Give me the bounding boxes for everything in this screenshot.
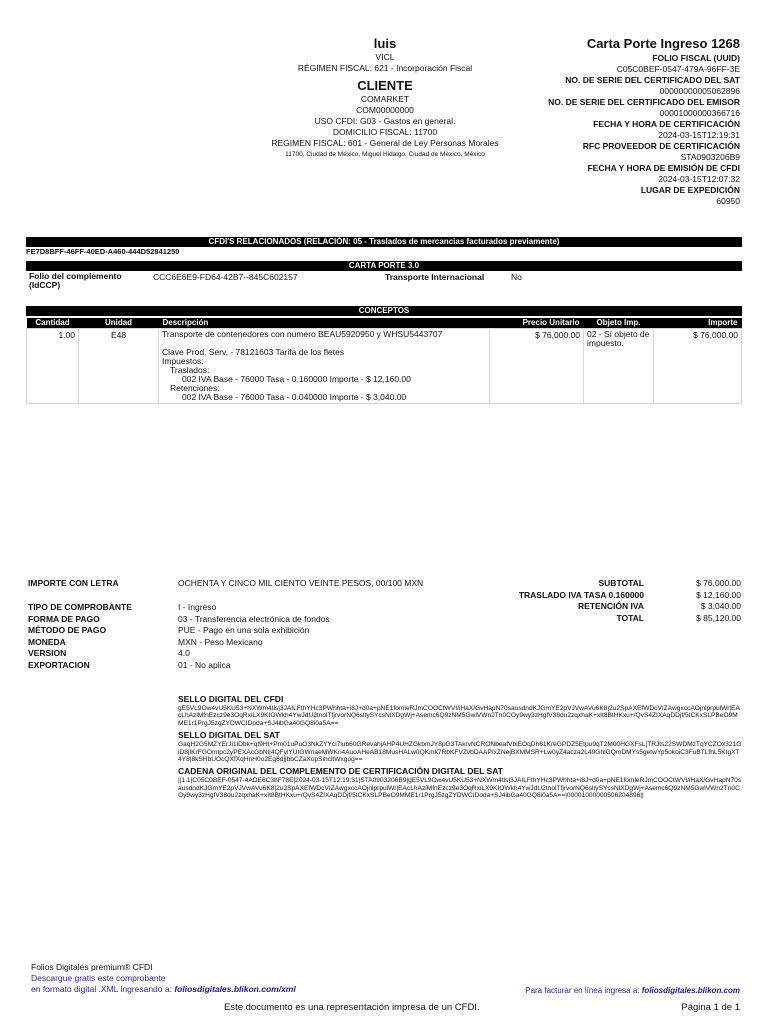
retencion-value: $ 3,040.00 (700, 601, 741, 611)
serie-emisor-value: 00001000000366716 (659, 108, 740, 118)
invoice-header (480, 36, 740, 207)
sello-sat-label: SELLO DIGITAL DEL SAT (178, 730, 280, 741)
cliente-domicilio: DOMICILIO FISCAL: 11700 (332, 127, 438, 137)
footer-left (31, 962, 296, 995)
traslado-line: 002 IVA Base - 76000 Tasa - 0.160000 Importe - $ 12,160.00 (182, 374, 411, 384)
conceptos-table (26, 318, 742, 404)
cliente-rfc: COM00000000 (356, 105, 414, 115)
footer-right-text: Para facturar en línea ingresa a: (525, 986, 640, 995)
carta-porte-section (26, 261, 742, 291)
exportacion-label: EXPORTACION (28, 659, 90, 670)
cliente-address: 11700, Ciudad de México, Miguel Hidalgo, Ciudad de México, México (285, 151, 485, 158)
forma-pago-label: FORMA DE PAGO (28, 613, 100, 624)
folio-label: FOLIO FISCAL (UUID) (652, 53, 740, 63)
facturar-link[interactable]: foliosdigitales.blikon.com (641, 986, 740, 995)
col-precio: Precio Unitario (490, 318, 584, 329)
fecha-emision-label: FECHA Y HORA DE EMISIÓN DE CFDI (587, 163, 740, 173)
cell-precio: $ 76,000.00 (490, 329, 584, 404)
fecha-cert-value: 2024-03-15T12:19:31 (658, 130, 740, 140)
rfc-prov-value: STA0903206B9 (680, 152, 740, 162)
cliente-name: COMARKET (360, 94, 410, 104)
tipo-comprobante-value: I - Ingreso (178, 602, 217, 612)
transporte-value: No (511, 272, 522, 282)
document-title: Carta Porte Ingreso 1268 (586, 36, 740, 51)
retencion-label: RETENCIÓN IVA (578, 601, 644, 611)
fecha-cert-label: FECHA Y HORA DE CERTIFICACIÓN (593, 119, 740, 129)
retencion-line: 002 IVA Base - 76000 Tasa - 0.040000 Importe - $ 3,040.00 (182, 392, 407, 402)
cliente-uso-cfdi: USO CFDI: G03 - Gastos en general. (314, 116, 456, 126)
totals-labels (440, 578, 644, 624)
col-unidad: Unidad (79, 318, 159, 329)
cliente-title: CLIENTE (357, 78, 413, 93)
detail-row (28, 614, 428, 626)
conceptos-header-row (27, 318, 742, 329)
cell-importe: $ 76,000.00 (654, 329, 742, 404)
cell-unidad: E48 (79, 329, 159, 404)
detail-row (28, 625, 428, 637)
col-importe: Importe (654, 318, 742, 329)
detail-row (28, 602, 428, 614)
carta-porte-folio-value: CCC6E6E9-FD64-42B7--845C602157 (153, 272, 298, 282)
total-label: TOTAL (616, 612, 644, 623)
relacionados-section (26, 237, 742, 257)
metodo-pago-value: PUE - Pago en una sola exhibición (178, 625, 310, 635)
retenciones-label: Retenciones: (170, 383, 220, 393)
subtotal-label: SUBTOTAL (598, 578, 644, 588)
conceptos-section (26, 306, 742, 404)
forma-pago-value: 03 - Transferencia electrónica de fondos (178, 613, 330, 624)
carta-porte-folio-label: Folio del complemento (IdCCP) (29, 271, 122, 290)
fecha-emision-value: 2024-03-15T12:07:32 (658, 174, 740, 184)
table-row (27, 329, 742, 404)
cell-objeto-imp: 02 - Sí objeto de impuesto. (584, 329, 654, 404)
exportacion-value: 01 - No aplica (178, 659, 231, 670)
importe-letra-label: IMPORTE CON LETRA (28, 578, 119, 588)
col-descripcion: Descripción (159, 318, 490, 329)
traslados-label: Traslados: (170, 365, 210, 375)
serie-sat-label: NO. DE SERIE DEL CERTIFICADO DEL SAT (565, 75, 740, 85)
total-value: $ 85,120.00 (696, 612, 741, 623)
clave-prod: Clave Prod. Serv. - 78121603 Tarifa de los fletes (162, 347, 345, 357)
col-cantidad: Cantidad (27, 318, 79, 329)
cadena-original-value: ||1.1|C05C0BEF-0547-4ADE6C38F78E|2024-03-15T12:19:31|STA0903206B9|gE5VL9Ow4vU5KU53+NXWm4tls|3JAILFthYHc3PWhhta+i8J+d0a+pNE1fomleRJmCOOCtWVI/iHaX/GvHapN70sausdndKJGmYE2pVJVwAVu6K8|2u2SpAXEfWDcVIZAwgxccAOjnlprpulWr|EAcLhAzlMfnEzcz9e3OqRxiLX9KIOWkh4YwJdU2tnolTfjrvorNQ6sltySYcsNlXDgWj+Asemc6Q9zNM5GwlVWn2Tn0COy9wy3zHgfV38du2zqxhaK+xIt8BtHKxu+/QvS4ZIXAqDDjf/5tCKxSLPBeO9MME1r1PrgJ5zgZYDWCIDoda+SJ4ibGa40GQ8i0a5A==|00001000000506204896|| (178, 777, 742, 800)
importe-letra-value: OCHENTA Y CINCO MIL CIENTO VEINTE PESOS, 00/100 MXN (178, 578, 424, 588)
col-objeto-imp: Objeto Imp. (584, 318, 654, 329)
serie-sat-value: 00000000005062896 (659, 86, 740, 96)
conceptos-title: CONCEPTOS (26, 306, 742, 316)
cell-cantidad: 1.00 (27, 329, 79, 404)
detail-row (28, 648, 428, 660)
relacionados-uuid: FE7D8BFF-46FF-40ED-A460-444D52841250 (26, 247, 180, 256)
footer-brand: Folios Digitales premium® CFDI (31, 962, 153, 972)
cadena-original-label: CADENA ORIGINAL DEL COMPLEMENTO DE CERTIFICACIÓN DIGITAL DEL SAT (178, 766, 503, 777)
traslado-label: TRASLADO IVA TASA 0.160000 (518, 589, 644, 600)
version-label: VERSION (28, 648, 67, 658)
sello-sat-value: GaqH2G5MZYErJi1lDbk+qt9Ht+Pm01uPuO3NkZYYci7lub60GRevahjAHP4UHZGkbmJY8pG3TAkrvNCRONbeafVbiEOqDh61KreGPDZ5Etpu9qT2M00HGXFsL|TRJts22SWDMzTqYCZOx321GiD8|lKrFGOmtpc2yPEXAcGbNl|4QFylYUtGWnaeMWKri4AuoAHeAB18MusHALw0QKmk7RbKFVZvbDAAP/xZNejBXMMSR+Lw0yZ4acza2L49GhlGQmDMYs5getwYp5okoiC3FuBTLfhL5KtgXT4Y8|8kSHbUOcQXfXqHnH0o2Eg6dj|bbCZaXopSihcltWxgog== (178, 741, 742, 764)
footer-line2: en formato digital .XML ingresando a: (31, 984, 172, 994)
version-value: 4.0 (178, 648, 190, 658)
transporte-label: Transporte Internacional (385, 272, 485, 282)
traslado-value: $ 12,160.00 (696, 589, 741, 600)
sellos-section (178, 694, 742, 800)
totals-values (650, 578, 741, 624)
descripcion-text: Transporte de contenedores con numero BEAU5920950 y WHSU5443707 (162, 329, 443, 339)
carta-porte-title: CARTA PORTE 3.0 (26, 261, 742, 271)
metodo-pago-label: MÉTODO DE PAGO (28, 625, 107, 635)
sello-cfdi-value: gE5VL9Ow4vU5KU53+NXWm4tls|3JAILFthYHc3PWhhta+i8J+d0a+pNE1fomleRJmCOOCtWVI/iHaX/GvHapN70sausdndKJGmYE2pVJVwAVu6K8|2u2SpAXEfWDcVIZAwgxccAOjnlprpulWr|EAcLhAzlMfnEzcz9e3OqRxiLX9KIOWkh4YwJdU2tnolTfjrvorNQ6sltySYcsNlXDgWj+Asemc6Q9zNM5GwlVWn2Tn0COy9wy3zHgfV38du2zqxhaK+xIt8BtHKxu+/QvS4ZIXAqDDjf/5tCKxSLPBeO9MME1r1PrgJ5zgZYDWCIDoda+SJ4ibGa40GQ8i0a5A== (178, 705, 740, 727)
moneda-value: MXN - Peso Mexicano (178, 636, 263, 647)
xml-download-link[interactable]: foliosdigitales.blikon.com/xml (174, 984, 296, 994)
emisor-name: luis (373, 36, 397, 51)
folio-value: C05C0BEF-0547-479A-96FF-3E (616, 64, 740, 74)
rfc-prov-label: RFC PROVEEDOR DE CERTIFICACIÓN (582, 141, 740, 151)
moneda-label: MONEDA (28, 636, 66, 647)
impuestos-label: Impuestos: (162, 356, 204, 366)
representacion-text: Este documento es una representación impresa de un CFDI. (224, 1002, 480, 1013)
comprobante-details (28, 602, 428, 671)
emisor-regimen: RÉGIMEN FISCAL: 621 - Incorporación Fiscal (297, 63, 473, 73)
lugar-value: 60950 (716, 196, 740, 206)
detail-row (28, 637, 428, 649)
detail-row (28, 660, 428, 672)
serie-emisor-label: NO. DE SERIE DEL CERTIFICADO DEL EMISOR (548, 97, 740, 107)
footer-right (525, 986, 740, 995)
subtotal-value: $ 76,000.00 (696, 578, 741, 588)
page-number: Página 1 de 1 (681, 1002, 740, 1013)
footer-line1: Descargue gratis este comprobante (31, 973, 166, 983)
relacionados-title: CFDI'S RELACIONADOS (RELACIÓN: 05 - Traslados de mercancias facturados previamente) (26, 237, 742, 247)
carta-porte-table (26, 271, 742, 291)
lugar-label: LUGAR DE EXPEDICIÓN (640, 185, 740, 195)
carta-porte-row (26, 271, 742, 291)
cliente-regimen: REGIMEN FISCAL: 601 - General de Ley Personas Morales (271, 138, 499, 148)
tipo-comprobante-label: TIPO DE COMPROBANTE (28, 602, 132, 612)
sello-cfdi-label: SELLO DIGITAL DEL CFDI (178, 694, 284, 704)
emisor-rfc: VICL (375, 52, 395, 62)
footer-line2-wrap (31, 984, 296, 995)
cell-descripcion (159, 329, 490, 404)
